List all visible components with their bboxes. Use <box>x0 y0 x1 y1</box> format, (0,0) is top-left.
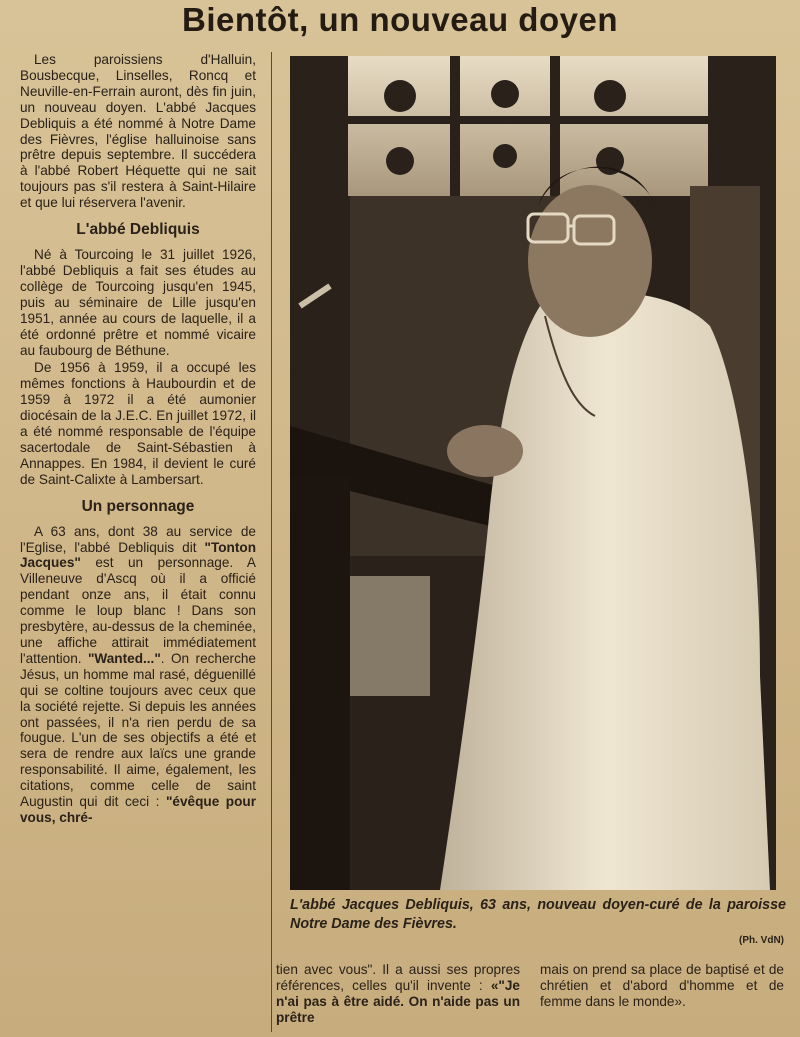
photo-credit: (Ph. VdN) <box>739 935 784 946</box>
article-left-column <box>20 52 256 826</box>
intro-paragraph: Les paroissiens d'Halluin, Bousbecque, Linselles, Roncq et Neuville-en-Ferrain auront, dès fin juin, un nouveau doyen. L'abbé Jacques Debliquis a été nommé à Notre Dame des Fièvres, l'église halluinoise sans prêtre depuis septembre. Il succédera à l'abbé Robert Héquette qui ne sait toujours pas s'il restera à Saint-Hilaire et que lui réservera l'avenir. <box>20 52 256 211</box>
article-bottom-column-2: mais on prend sa place de baptisé et de chrétien et d'abord d'homme et de femme dans le monde». <box>540 962 784 1009</box>
wanted-quote: "Wanted..." <box>87 650 161 666</box>
personnage-text-2: est un personnage. A Villeneuve d'Ascq où il a officié pendant onze ans, il était connu comme le loup blanc ! Dans son presbytère, au-dessus de la cheminée, une affiche attirait immédiatement l'attention. <box>20 555 256 666</box>
invented-quote: «"Je n'ai pas à être aidé. On n'aide pas un prêtre <box>276 977 520 1025</box>
section-heading-personnage: Un personnage <box>81 497 195 515</box>
column-divider <box>271 52 272 1032</box>
priest-photo-illustration <box>290 56 776 890</box>
article-bottom-column-1 <box>276 962 520 1026</box>
augustin-quote: "évêque pour vous, chré- <box>20 794 257 825</box>
personnage-text-1: A 63 ans, dont 38 au service de l'Eglise, l'abbé Debliquis dit <box>20 523 256 555</box>
photo-caption: L'abbé Jacques Debliquis, 63 ans, nouveau doyen-curé de la paroisse Notre Dame des Fièvres. <box>290 897 786 932</box>
bottom-text-1: tien avec vous". Il a aussi ses propres références, celles qu'il invente : <box>276 962 520 993</box>
biography-paragraph-1: Né à Tourcoing le 31 juillet 1926, l'abbé Debliquis a fait ses études au collège de Tourcoing jusqu'en 1945, puis au séminaire de Lille jusqu'en 1951, année au cours de laquelle, il a été ordonné prêtre et nommé vicaire au faubourg de Béthune. <box>20 247 256 358</box>
personnage-paragraph <box>20 524 256 826</box>
nickname-quote: "Tonton Jacques" <box>20 539 256 571</box>
biography-paragraph-2: De 1956 à 1959, il a occupé les mêmes fonctions à Haubourdin et de 1959 à 1972 il a été aumonier diocésain de la J.E.C. En juillet 1972, il a été nommé responsable de l'équipe sacertodale de Saint-Sébastien à Annappes. En 1984, il devient le curé de Saint-Calixte à Lambersart. <box>20 360 256 487</box>
portrait-photo <box>290 56 776 890</box>
headline: Bientôt, un nouveau doyen <box>181 1 618 38</box>
section-heading-abbe: L'abbé Debliquis <box>76 221 200 239</box>
personnage-text-3: . On recherche Jésus, un homme mal rasé, déguenillé qui se coltine toujours avec ceux que la société rejette. Si depuis les années ont passées, il n'a rien perdu de sa fougue. L'un de ses objectifs a été et sera de rendre aux laïcs une grande responsabilité. Il aime, également, les citations, comme celle de saint Augustin qui dit ceci : <box>20 650 256 810</box>
